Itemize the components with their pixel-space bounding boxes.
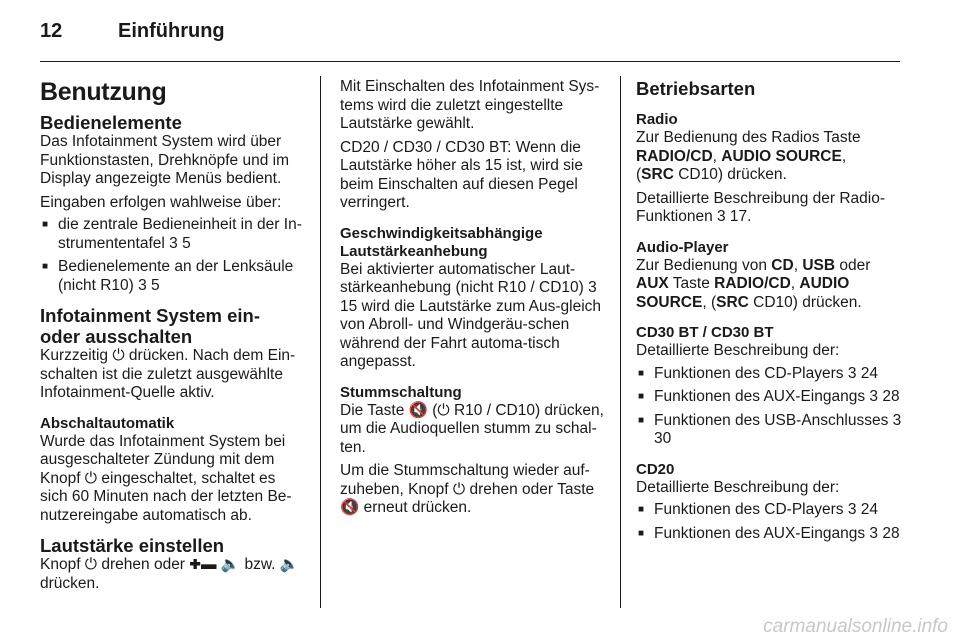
gala-text: Bei aktivierter automatischer Laut-stärkeanhebung (nicht R10 / CD10) 3 15 wird die Lautstärke zum Aus-gleich von Abroll- und Windgeräu-schen während der Fahrt automa-tisch angepasst. [340, 260, 602, 370]
chapter-title: Einführung [118, 20, 225, 42]
cd30-heading: CD30 BT / CD30 BT [636, 324, 774, 341]
abschaltautomatik-text: Wurde das Infotainment System bei ausgeschalteter Zündung mit dem Knopf ⏻ eingeschaltet, schaltet es sich 60 Minuten nach der letzten Be-nutzereingabe automatisch ab. [40, 432, 292, 524]
column-1 [40, 78, 304, 593]
list-item: ■ die zentrale Bedieneinheit in der In-strumententafel 3 5 [40, 216, 304, 253]
bedienelemente-heading: Bedienelemente [40, 112, 182, 133]
audio-player-heading: Audio-Player [636, 238, 729, 256]
einaus-text: Kurzzeitig ⏻ drücken. Nach dem Ein-schalten ist die zuletzt ausgewählte Infotainment-Quelle aktiv. [40, 347, 296, 401]
einaus-heading: Infotainment System ein- oder ausschalten [40, 305, 260, 347]
list-item: ■ Funktionen des USB-Anschlusses 3 30 [636, 412, 902, 449]
cd20-list [636, 501, 902, 543]
list-item: ■ Funktionen des AUX-Eingangs 3 28 [636, 525, 902, 544]
page-header [40, 16, 900, 46]
cd30-text: Detaillierte Beschreibung der: [636, 342, 840, 359]
lautstaerke-heading: Lautstärke einstellen [40, 535, 225, 556]
section-title: Benutzung [40, 78, 167, 106]
header-divider [40, 61, 900, 62]
column-3 [636, 78, 902, 548]
cd30-list [636, 365, 902, 449]
watermark-logo: carmanualsonline.info [763, 616, 948, 637]
lautstaerke-text: Knopf ⏻ drehen oder ✚▬ 🔈 bzw. 🔈 drücken. [40, 556, 300, 592]
list-item: ■ Funktionen des CD-Players 3 24 [636, 501, 902, 520]
gala-heading: Geschwindigkeitsabhängige Lautstärkeanhebung [340, 224, 543, 260]
stummschaltung-text-2: Um die Stummschaltung wieder auf-zuheben, Knopf ⏻ drehen oder Taste 🔇 erneut drücken. [340, 462, 595, 516]
eingaben-list [40, 216, 304, 295]
list-item: ■ Bedienelemente an der Lenksäule (nicht R10) 3 5 [40, 258, 304, 295]
column-2 [340, 78, 606, 518]
stummschaltung-text-1: Die Taste 🔇 (⏻ R10 / CD10) drücken, um die Audioquellen stumm zu schal-ten. [340, 401, 604, 456]
abschaltautomatik-heading: Abschaltautomatik [40, 414, 175, 432]
stummschaltung-heading: Stummschaltung [340, 383, 462, 401]
radio-heading: Radio [636, 111, 678, 128]
betriebsarten-heading: Betriebsarten [636, 78, 756, 99]
list-item: ■ Funktionen des CD-Players 3 24 [636, 365, 902, 384]
column-divider-1 [320, 76, 321, 608]
bedienelemente-text: Das Infotainment System wird über Funktionstasten, Drehknöpfe und im Display angezeigte Menüs bedient. [40, 133, 289, 187]
eingaben-text: Eingaben erfolgen wahlweise über: [40, 193, 282, 211]
list-item: ■ Funktionen des AUX-Eingangs 3 28 [636, 388, 902, 407]
column-divider-2 [620, 76, 621, 608]
audio-player-text: Zur Bedienung von CD, USB oder AUX Taste RADIO/CD, AUDIO SOURCE, (SRC CD10) drücken. [636, 256, 871, 311]
intro-text-1: Mit Einschalten des Infotainment Sys-tems wird die zuletzt eingestellte Lautstärke gewählt. [340, 78, 600, 132]
cd20-heading: CD20 [636, 460, 675, 478]
page-number: 12 [40, 20, 63, 42]
radio-detail-text: Detaillierte Beschreibung der Radio-Funktionen 3 17. [636, 189, 885, 225]
intro-text-2: CD20 / CD30 / CD30 BT: Wenn die Lautstärke höher als 15 ist, wird sie beim Einschalten auf diesen Pegel verringert. [340, 138, 583, 211]
cd20-text: Detaillierte Beschreibung der: [636, 478, 840, 496]
radio-text: Zur Bedienung des Radios Taste RADIO/CD, AUDIO SOURCE, (SRC CD10) drücken. [636, 129, 861, 183]
